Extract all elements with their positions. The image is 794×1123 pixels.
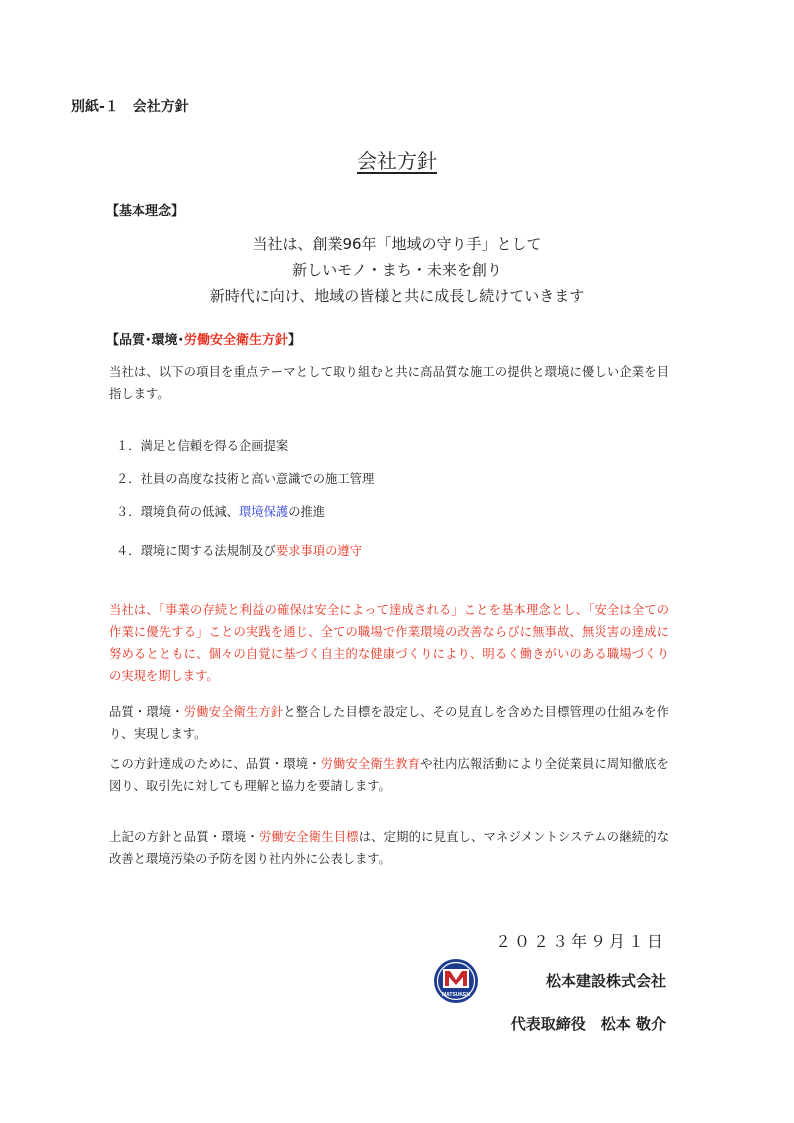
p2-suffix: と整合した目標を設定し、その見直しを含めた目標管理の仕組みを作り、実現します。 bbox=[109, 705, 669, 741]
policy-intro: 当社は、以下の項目を重点テーマとして取り組むと共に高品質な施工の提供と環境に優しい企業を目指します。 bbox=[109, 365, 669, 401]
p2-highlight: 労働安全衛生方針 bbox=[183, 705, 284, 719]
page-title: 会社方針 bbox=[357, 149, 437, 173]
review-paragraph bbox=[109, 826, 669, 870]
policy-heading-suffix: 】 bbox=[288, 333, 302, 348]
p4-prefix: 上記の方針と品質・環境・ bbox=[109, 830, 259, 844]
item-4-highlight: 要求事項の遵守 bbox=[275, 544, 362, 558]
policy-item-2: ２．社員の高度な技術と高い意識での施工管理 bbox=[116, 472, 375, 486]
p4-highlight: 労働安全衛生目標 bbox=[258, 830, 359, 844]
p3-prefix: この方針達成のために、品質・環境・ bbox=[109, 757, 321, 771]
philosophy-line: 当社は、創業96年「地域の守り手」として bbox=[252, 235, 542, 253]
philosophy-line: 新しいモノ・まち・未来を創り bbox=[292, 261, 502, 279]
attachment-label: 別紙-１ 会社方針 bbox=[71, 99, 189, 115]
policy-item-3 bbox=[116, 502, 325, 520]
item-4-prefix: ４．環境に関する法規制及び bbox=[116, 544, 276, 558]
p4-suffix: は、定期的に見直し、マネジメントシステムの継続的な改善と環境汚染の予防を図り社内外に公表します。 bbox=[109, 830, 669, 866]
education-paragraph bbox=[109, 753, 669, 797]
item-3-prefix: ３．環境負荷の低減、 bbox=[116, 505, 239, 519]
item-3-suffix: の推進 bbox=[288, 505, 326, 519]
policy-heading-highlight: 労働安全衛生方針 bbox=[184, 333, 289, 348]
item-3-highlight: 環境保護 bbox=[238, 505, 289, 519]
company-logo-icon bbox=[433, 958, 479, 1004]
company-name: 松本建設株式会社 bbox=[545, 972, 666, 990]
issue-date: ２０２３年９月１日 bbox=[494, 932, 666, 951]
philosophy-line: 新時代に向け、地域の皆様と共に成長し続けていきます bbox=[209, 287, 585, 305]
policy-heading-prefix: 【品質･環境･ bbox=[106, 333, 185, 348]
safety-paragraph: 当社は、「事業の存続と利益の確保は安全によって達成される」ことを基本理念とし、「安全は全ての作業に優先する」ことの実践を通じ、全ての職場で作業環境の改善ならびに無事故、無災害の達成に努めるとともに、個々の自覚に基づく自主的な健康づくりにより、明るく働きがいのある職場づくりの実現を期します。 bbox=[109, 603, 669, 683]
policy-heading bbox=[106, 329, 301, 348]
representative-name: 代表取締役 松本 敬介 bbox=[510, 1015, 666, 1033]
logo-text: MATSUKEN bbox=[442, 992, 470, 998]
basic-philosophy-text bbox=[0, 231, 794, 309]
p2-prefix: 品質・環境・ bbox=[109, 705, 184, 719]
policy-item-1: １．満足と信頼を得る企画提案 bbox=[116, 439, 289, 453]
p3-suffix: や社内広報活動により全従業員に周知徹底を図り、取引先に対しても理解と協力を要請します。 bbox=[109, 757, 669, 793]
policy-item-4 bbox=[116, 541, 362, 559]
basic-philosophy-heading: 【基本理念】 bbox=[106, 204, 185, 219]
p3-highlight: 労働安全衛生教育 bbox=[320, 757, 421, 771]
goals-paragraph bbox=[109, 701, 669, 745]
